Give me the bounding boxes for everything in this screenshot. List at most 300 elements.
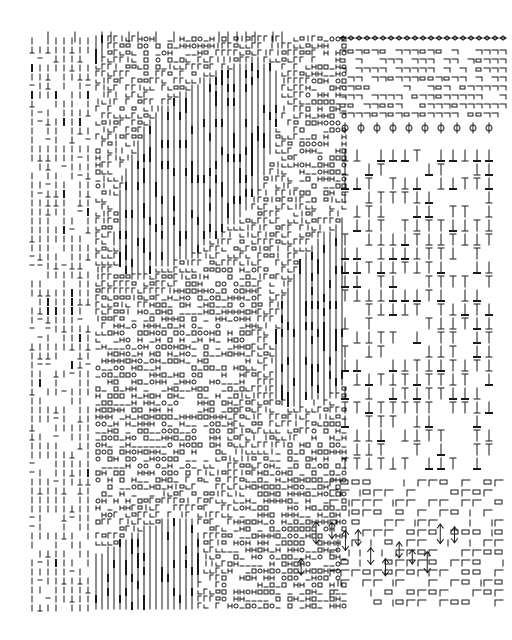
glyph-box [168,72,172,75]
glyph-box [168,471,172,475]
glyph-box [312,121,316,125]
glyph-box [216,268,220,272]
glyph-box [174,436,178,440]
glyph-box [102,121,106,124]
glyph-box [144,436,148,440]
glyph-box [294,485,298,489]
glyph-box [114,541,118,544]
glyph-circle [186,352,190,356]
glyph-box [264,492,268,496]
glyph-box [228,268,232,272]
glyph-box [156,499,160,502]
glyph-circle [156,457,160,461]
glyph-box [300,527,304,531]
glyph-circle [126,345,130,349]
glyph-box [288,471,292,475]
glyph-box [222,534,226,537]
glyph-circle [174,471,178,475]
glyph-box [234,44,238,47]
glyph-circle [300,548,304,552]
glyph-box [156,520,160,523]
glyph-box [222,590,226,594]
glyph-box [246,604,250,608]
glyph-box [108,226,112,229]
glyph-circle [186,296,190,300]
glyph-box [210,527,214,530]
glyph-box [210,492,214,495]
glyph-box [228,275,232,279]
glyph-box [294,569,298,573]
glyph-box [108,457,112,461]
glyph-box [126,359,130,363]
glyph-box [216,478,220,481]
glyph-circle [132,485,136,489]
glyph-box [132,513,136,516]
glyph-circle [318,156,322,160]
glyph-circle [330,37,334,41]
glyph-box [240,464,244,467]
glyph-circle [234,289,238,293]
glyph-circle [258,555,262,559]
glyph-box [204,359,208,363]
glyph-box [174,387,178,391]
glyph-circle [192,324,196,328]
glyph-circle [168,429,172,433]
glyph-box [336,485,340,489]
glyph-box [180,499,184,502]
glyph-box [270,485,274,489]
glyph-box [204,499,208,502]
glyph-box [294,121,298,124]
glyph-circle [276,569,280,573]
glyph-box [294,261,298,264]
glyph-box [288,499,292,503]
glyph-box [324,100,328,104]
glyph-circle [270,604,274,608]
glyph-box [114,471,118,475]
glyph-box [264,177,268,180]
glyph-box [150,317,154,321]
glyph-box [240,415,244,418]
glyph-box [216,450,220,454]
glyph-box [306,492,310,496]
glyph-box [144,331,148,335]
glyph-box [324,198,328,201]
glyph-box [300,37,304,40]
glyph-box [174,359,178,363]
glyph-box [156,352,160,356]
glyph-box [204,415,208,419]
glyph-box [180,86,184,89]
glyph-box [288,527,292,531]
glyph-box [306,177,310,181]
glyph-box [318,485,322,489]
glyph-box [306,121,310,125]
glyph-box [96,387,100,391]
glyph-box [162,345,166,349]
glyph-box [312,198,316,202]
glyph-circle [336,79,340,83]
glyph-circle [186,464,190,468]
glyph-circle [312,583,316,587]
glyph-box [240,366,244,370]
glyph-box [318,478,322,482]
glyph-circle [96,443,100,447]
glyph-circle [342,114,346,118]
glyph-box [180,303,184,307]
glyph-box [114,79,118,82]
glyph-box [336,422,340,426]
glyph-box [294,429,298,432]
glyph-box [324,450,328,454]
glyph-box [96,471,100,475]
glyph-box [126,296,130,299]
glyph-box [108,394,112,398]
glyph-box [96,170,100,174]
glyph-box [318,65,322,69]
glyph-box [120,527,124,530]
glyph-box [156,65,160,69]
glyph-box [210,443,214,447]
glyph-box [234,436,238,439]
glyph-circle [336,443,340,447]
glyph-box [270,527,274,531]
glyph-box [114,303,118,306]
glyph-box [222,401,226,405]
glyph-box [156,44,160,48]
glyph-box [216,331,220,335]
glyph-box [138,135,142,138]
glyph-box [126,275,130,278]
glyph-box [246,331,250,335]
glyph-box [120,450,124,454]
glyph-box [330,170,334,174]
glyph-box [288,541,292,545]
glyph-box [324,576,328,580]
glyph-box [228,352,232,356]
glyph-box [264,485,268,489]
glyph-box [282,51,286,54]
glyph-circle [120,366,124,370]
glyph-box [276,597,280,601]
glyph-box [102,191,106,194]
glyph-box [192,289,196,293]
glyph-box [120,471,124,475]
glyph-circle [108,513,112,517]
glyph-box [216,282,220,286]
glyph-box [288,597,292,601]
glyph-box [138,380,142,384]
glyph-box [306,107,310,111]
glyph-circle [96,422,100,426]
glyph-circle [162,429,166,433]
glyph-circle [336,576,340,580]
glyph-box [150,394,154,398]
glyph-circle [300,163,304,167]
glyph-box [144,65,148,69]
glyph-box [288,569,292,573]
glyph-box [192,331,196,335]
glyph-box [246,310,250,314]
glyph-box [126,51,130,54]
glyph-box [234,394,238,398]
glyph-box [306,212,310,215]
glyph-box [330,513,334,517]
glyph-box [324,429,328,433]
glyph-box [312,422,316,425]
glyph-box [246,408,250,411]
glyph-box [156,310,160,314]
glyph-circle [156,464,160,468]
glyph-box [234,555,238,559]
glyph-box [324,464,328,468]
glyph-circle [282,527,286,531]
glyph-box [234,247,238,250]
glyph-box [330,597,334,601]
glyph-circle [342,72,346,76]
glyph-circle [324,492,328,496]
glyph-circle [294,506,298,510]
glyph-circle [156,345,160,349]
glyph-box [162,415,166,419]
glyph-box [138,79,142,82]
glyph-box [282,415,286,418]
glyph-box [294,464,298,468]
glyph-circle [306,142,310,146]
glyph-box [180,485,184,488]
glyph-box [114,121,118,124]
glyph-box [186,282,190,286]
glyph-box [276,534,280,538]
glyph-box [234,408,238,412]
glyph-box [216,555,220,558]
glyph-box [306,520,310,524]
glyph-circle [168,345,172,349]
glyph-box [318,37,322,40]
glyph-box [210,429,214,433]
glyph-box [174,429,178,433]
glyph-box [300,541,304,545]
glyph-box [288,198,292,201]
glyph-box [240,240,244,243]
glyph-box [210,310,214,314]
glyph-box [246,471,250,474]
glyph-box [336,184,340,188]
glyph-circle [342,604,346,608]
glyph-box [330,506,334,510]
glyph-box [168,478,172,482]
glyph-circle [324,527,328,531]
glyph-box [138,331,142,335]
glyph-circle [162,401,166,405]
glyph-box [120,373,124,377]
glyph-box [180,317,184,321]
glyph-box [294,520,298,524]
glyph-box [138,296,142,299]
glyph-circle [258,569,262,573]
glyph-box [114,296,118,299]
glyph-box [192,443,196,447]
glyph-box [270,436,274,439]
glyph-box [168,394,172,398]
glyph-box [180,261,184,264]
glyph-circle [306,93,310,97]
glyph-box [222,471,226,474]
glyph-box [336,156,340,160]
glyph-box [210,261,214,264]
glyph-circle [174,401,178,405]
glyph-circle [276,471,280,475]
glyph-circle [312,429,316,433]
glyph-circle [282,576,286,580]
glyph-box [138,506,142,509]
glyph-box [114,310,118,313]
glyph-circle [162,51,166,55]
glyph-box [102,317,106,320]
glyph-box [318,569,322,573]
glyph-box [276,401,280,404]
glyph-circle [318,464,322,468]
glyph-box [144,79,148,82]
glyph-box [138,429,142,433]
glyph-box [204,366,208,370]
glyph-box [312,471,316,475]
glyph-box [138,366,142,370]
glyph-box [144,51,148,55]
glyph-box [162,373,166,377]
glyph-box [312,135,316,139]
glyph-box [300,191,304,195]
glyph-box [210,268,214,271]
glyph-circle [336,37,340,41]
glyph-box [120,135,124,138]
glyph-box [270,513,274,517]
glyph-box [270,583,274,587]
glyph-circle [216,429,220,433]
glyph-box [258,590,262,594]
glyph-box [216,597,220,600]
glyph-circle [336,128,340,132]
glyph-circle [192,373,196,377]
glyph-circle [330,121,334,125]
glyph-circle [132,436,136,440]
glyph-box [198,415,202,419]
glyph-circle [150,380,154,384]
glyph-circle [318,576,322,580]
glyph-box [120,107,124,110]
glyph-circle [222,597,226,601]
glyph-box [126,457,130,461]
glyph-box [234,338,238,342]
glyph-circle [120,331,124,335]
glyph-box [108,317,112,320]
glyph-box [114,212,118,215]
glyph-box [204,520,208,523]
glyph-box [114,436,118,440]
glyph-box [246,576,250,580]
glyph-box [204,492,208,495]
glyph-box [204,345,208,349]
glyph-box [330,107,334,111]
glyph-box [330,555,334,559]
glyph-box [258,212,262,215]
glyph-box [258,422,262,425]
glyph-box [282,541,286,545]
glyph-box [228,429,232,433]
glyph-box [306,590,310,594]
glyph-box [174,457,178,461]
glyph-box [306,443,310,447]
glyph-box [264,506,268,510]
glyph-box [252,520,256,524]
glyph-box [192,275,196,278]
glyph-box [96,450,100,454]
glyph-box [138,485,142,489]
glyph-box [96,520,100,524]
glyph-circle [342,51,346,55]
glyph-circle [114,366,118,370]
glyph-box [288,443,292,447]
glyph-box [318,541,322,545]
glyph-circle [336,562,340,566]
glyph-box [300,72,304,75]
glyph-circle [132,324,136,328]
glyph-box [330,443,334,447]
glyph-box [138,408,142,412]
glyph-box [114,387,118,391]
glyph-box [300,51,304,54]
glyph-box [132,408,136,412]
glyph-box [288,576,292,580]
glyph-box [216,590,220,593]
glyph-circle [108,436,112,440]
glyph-circle [144,464,148,468]
glyph-box [264,471,268,475]
glyph-box [102,296,106,299]
glyph-box [294,541,298,545]
glyph-circle [240,338,244,342]
glyph-box [138,44,142,48]
glyph-box [216,422,220,426]
glyph-box [276,485,280,489]
glyph-box [234,58,238,61]
glyph-box [228,408,232,412]
glyph-box [198,478,202,481]
glyph-box [228,303,232,307]
glyph-box [324,408,328,411]
glyph-box [342,79,346,83]
glyph-circle [342,471,346,475]
glyph-box [264,247,268,250]
glyph-box [246,275,250,279]
glyph-circle [300,485,304,489]
glyph-box [252,422,256,425]
glyph-box [246,37,250,40]
glyph-box [258,492,262,496]
glyph-box [168,338,172,342]
glyph-box [144,72,148,75]
glyph-box [252,303,256,307]
glyph-box [108,408,112,412]
glyph-box [330,86,334,90]
glyph-box [318,79,322,83]
glyph-box [114,219,118,222]
glyph-box [132,128,136,131]
glyph-circle [198,331,202,335]
glyph-box [114,352,118,356]
glyph-circle [132,373,136,377]
glyph-circle [240,541,244,545]
